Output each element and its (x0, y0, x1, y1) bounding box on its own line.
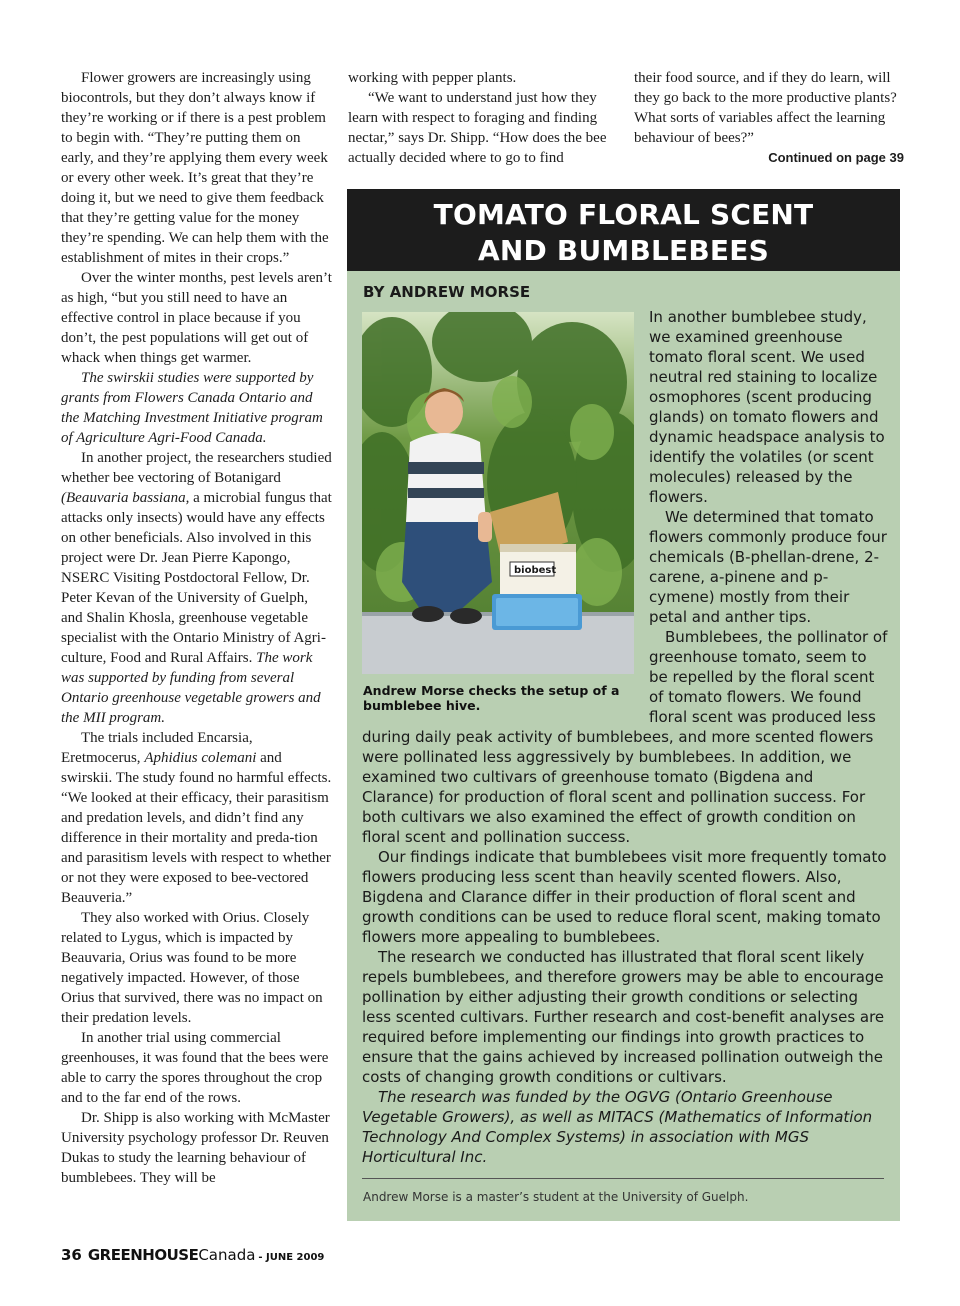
text-run: and swirskii. The study found no harmful effects. “We looked at their efficacy, their parasitism and predation levels, and didn’t find any difference in their mortality and preda-tion and parasitism levels with respect to whether or not they were exposed to bee-vectored Beauveria.” (61, 750, 332, 906)
issue-date: - JUNE 2009 (258, 1252, 325, 1263)
text-run: In another project, the researchers studied whether bee vectoring of Botanigard (61, 450, 332, 486)
sidebar-article (347, 189, 900, 1221)
page-number: 36 (61, 1246, 82, 1264)
paragraph: working with pepper plants. (348, 70, 517, 86)
paragraph (61, 448, 333, 728)
sidebar-right-column (649, 307, 889, 727)
sidebar-paragraph: We determined that tomato flowers commonly produce four chemicals (B-phellan-drene, 2-carene, a-pinene and p-cymene) mostly from their petal and anther tips. (649, 508, 887, 626)
paragraph: “We want to understand just how they learn with respect to foraging and finding nectar,” says Dr. Shipp. “How does the bee actually decided where to go to find (348, 90, 607, 166)
page-footer (61, 1246, 324, 1268)
paragraph (61, 728, 333, 908)
hive-box-label: biobest (514, 565, 557, 576)
paragraph: In another trial using commercial greenhouses, it was found that the bees were able to carry the spores throughout the crop and to the far end of the rows. (61, 1030, 329, 1106)
sidebar-paragraph: The research we conducted has illustrated that floral scent likely repels bumblebees, and therefore growers may be able to encourage pollination by either adjusting their growth conditions or selecting less scented cultivars. Further research and cost-benefit analyses are required before implementing our findings into growth practices to ensure that the gains achieved by increased pollination outweigh the costs of changing growth conditions or cultivars. (362, 948, 885, 1086)
photo-caption: Andrew Morse checks the setup of a bumblebee hive. (363, 683, 620, 713)
sidebar-paragraph: In another bumblebee study, we examined greenhouse tomato floral scent. We used neutral red staining to localize osmophores (scent producing glands) on tomato flowers and dynamic headspace analysis to identify the volatiles (or scent molecules) released by the flowers. (649, 308, 885, 506)
text-run: The trials included Encarsia, Eretmocerus, (61, 730, 253, 766)
funding-note: The work was supported by funding from several Ontario greenhouse vegetable growers and the MII program. (61, 650, 321, 726)
sidebar-title (347, 189, 900, 271)
paragraph: Flower growers are increasingly using biocontrols, but they don’t always know if they’re working or if there is a pest problem to begin with. “They’re putting them on early, and they’re applying them every week or every other week. It’s great that they’re doing it, but we need to give them feedback that they’re getting value for the money they’re spending. We can help them with the establishment of mites in their crops.” (61, 70, 329, 266)
species-name: (Beauvaria bassiana, (61, 490, 190, 506)
divider (362, 1178, 884, 1179)
sidebar-paragraph: Our findings indicate that bumblebees visit more frequently tomato flowers producing less scent than heavily scented flowers. Also, Bigdena and Clarance differ in their production of floral scent and growth conditions can be used to reduce floral scent, making tomato flowers more appealing to bumblebees. (362, 848, 887, 946)
paragraph: their food source, and if they do learn, will they go back to the more productive plants? What sorts of variables affect the learning behaviour of bees?” (634, 70, 897, 146)
title-line: AND BUMBLEBEES (478, 234, 769, 267)
magazine-name: GREENHOUSE (87, 1246, 199, 1264)
funding-note: The swirskii studies were supported by grants from Flowers Canada Ontario and the Matching Investment Initiative program of Agriculture Agri-Food Canada. (61, 370, 323, 446)
article-column-2 (348, 68, 623, 168)
sidebar-paragraph: during daily peak activity of bumblebees, and more scented flowers were pollinated less aggressively by bumblebees. In addition, we examined two cultivars of greenhouse tomato (Bigdena and Clarance) for production of floral scent and pollination success. For both cultivars we also examined the effect of growth condition on floral scent and pollination success. (362, 728, 874, 846)
author-bio: Andrew Morse is a master’s student at the University of Guelph. (363, 1190, 749, 1204)
magazine-name-suffix: Canada (198, 1246, 256, 1264)
title-line: TOMATO FLORAL SCENT (433, 198, 814, 231)
paragraph: Dr. Shipp is also working with McMaster University psychology professor Dr. Reuven Dukas to study the learning behaviour of bumblebees. They will be (61, 1110, 330, 1186)
paragraph: They also worked with Orius. Closely related to Lygus, which is impacted by Beauvaria, Orius was found to be more negatively impacted. However, of those Orius that survived, there was no impact on their predation levels. (61, 910, 323, 1026)
continued-link[interactable]: Continued on page 39 (768, 150, 904, 165)
sidebar-paragraph: Bumblebees, the pollinator of greenhouse tomato, seem to be repelled by the floral scent of tomato flowers. We found floral scent was produced less (649, 628, 888, 726)
text-run: a microbial fungus that attacks only insects) would have any effects on other beneficials. Also involved in this project were Dr. Jean Pierre Kapongo, NSERC Visiting Postdoctoral Fellow, Dr. Peter Kevan of the University of Guelph, and Shalin Khosla, greenhouse vegetable specialist with the Ontario Ministry of Agri-culture, Food and Rural Affairs. (61, 490, 332, 666)
species-name: Aphidius colemani (144, 750, 257, 766)
byline: BY ANDREW MORSE (363, 283, 531, 301)
article-column-3 (634, 68, 904, 167)
sidebar-funding-note: The research was funded by the OGVG (Ontario Greenhouse Vegetable Growers), as well as MITACS (Mathematics of Information Technology And Complex Systems) in association with MGS Horticultural Inc. (362, 1088, 873, 1166)
sidebar-full-text (362, 727, 890, 1167)
paragraph: Over the winter months, pest levels aren’t as high, “but you still need to have an effective control in place because if you don’t, the pest populations will get out of whack when things get warmer. (61, 270, 332, 366)
article-column-1 (61, 68, 333, 1188)
hive-photo (362, 312, 634, 674)
